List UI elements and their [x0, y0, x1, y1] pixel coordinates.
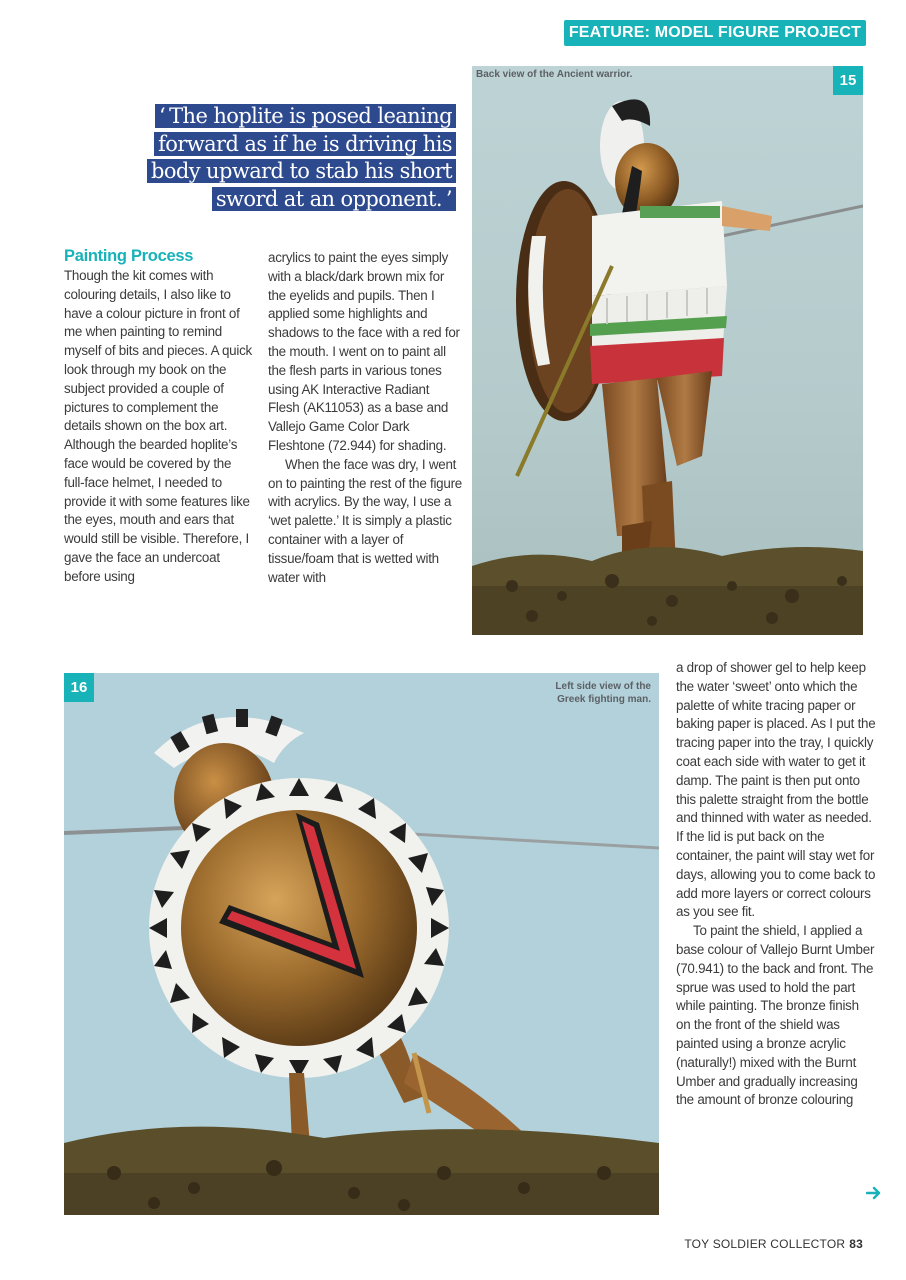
photo-number-badge: 16 [64, 673, 94, 702]
photo-side-view [64, 673, 659, 1215]
quote-close-mark: ’ [445, 186, 452, 211]
magazine-name: TOY SOLDIER COLLECTOR [684, 1237, 846, 1251]
pull-quote [140, 103, 456, 213]
quote-text: The hoplite is posed leaning forward as if he is driving his body upward to stab his short sword at an opponent. [150, 104, 452, 211]
photo-number-badge: 15 [833, 66, 863, 95]
quote-open-mark: ‘ [159, 104, 166, 128]
feature-label: FEATURE: MODEL FIGURE PROJECT [564, 20, 866, 46]
article-column-1 [64, 246, 254, 587]
photo-caption: Back view of the Ancient warrior. [476, 69, 633, 80]
paragraph: a drop of shower gel to help keep the water ‘sweet’ onto which the palette of white tracing paper or baking paper is placed. As I put the tracing paper into the tray, I quickly coat each side with water to get it damp. The paint is then put onto this palette straight from the bottle and thinned with water as needed. If the lid is put back on the container, the paint will stay wet for days, allowing you to come back to add more layers or correct colours as you see fit. [676, 660, 876, 920]
paragraph: Though the kit comes with colouring details, I also like to have a colour picture in front of me when painting to remind myself of bits and pieces. A quick look through my book on the subject provided a couple of pictures to complement the details shown on the box art. Although the bearded hoplite’s face would be covered by the full-face helmet, I needed to provide it with some features like the eyes, mouth and ears that would still be visible. Therefore, I gave the face an undercoat before using [64, 268, 252, 584]
paragraph: acrylics to paint the eyes simply with a black/dark brown mix for the eyelids and pupils. Then I applied some highlights and shadows to the face with a red for the mouth. I went on to paint all the flesh parts in various tones using AK Interactive Radiant Flesh (AK11053) as a base and Vallejo Game Color Dark Fleshtone (72.944) for shading. [268, 250, 460, 453]
page-footer [684, 1237, 863, 1251]
paragraph: To paint the shield, I applied a base colour of Vallejo Burnt Umber (70.941) to the back and front. The sprue was used to hold the part while painting. The bronze finish on the front of the shield was painted using a bronze acrylic (naturally!) mixed with the Burnt Umber and gradually increasing the amount of bronze colouring [676, 923, 875, 1108]
warrior-back-illustration [472, 66, 863, 635]
paragraph: When the face was dry, I went on to painting the rest of the figure with acrylics. By the way, I use a ‘wet palette.’ It is simply a plastic container with a layer of tissue/foam that is wetted with water with [268, 456, 462, 585]
article-column-2 [268, 249, 463, 587]
warrior-side-illustration [64, 673, 659, 1215]
article-column-3 [676, 659, 876, 1110]
photo-back-view [472, 66, 863, 635]
page-number: 83 [849, 1237, 863, 1251]
section-heading: Painting Process [64, 247, 194, 265]
arrow-right-icon [866, 1186, 882, 1200]
photo-caption: Left side view of the Greek fighting man. [555, 681, 651, 705]
